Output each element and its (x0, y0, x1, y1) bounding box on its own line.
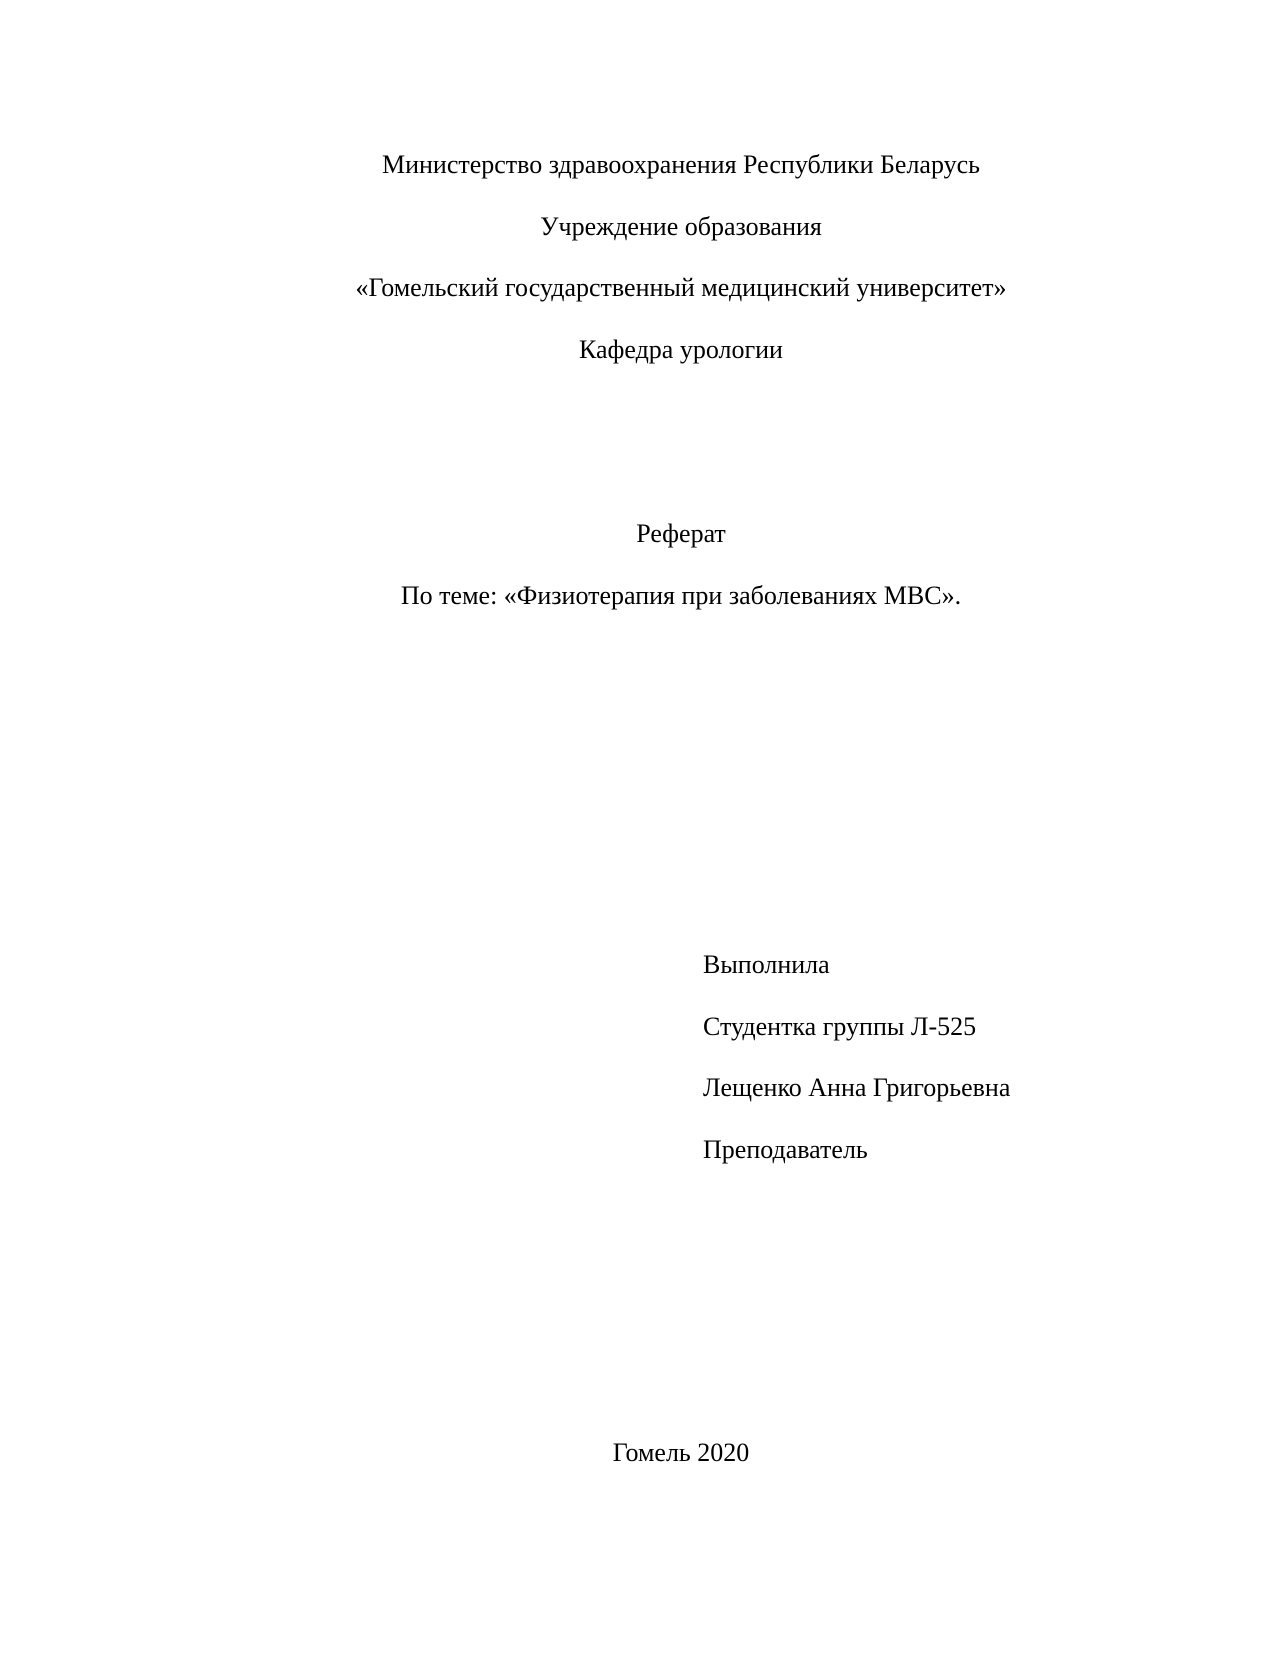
topic-line: По теме: «Физиотерапия при заболеваниях МВС». (400, 581, 962, 610)
institution-type-line: Учреждение образования (540, 212, 822, 241)
performed-by-label: Выполнила (703, 950, 830, 979)
university-line: «Гомельский государственный медицинский университет» (355, 273, 1007, 302)
document-type-title: Реферат (636, 519, 726, 548)
student-name-line: Лещенко Анна Григорьевна (703, 1073, 1011, 1102)
ministry-line: Министерство здравоохранения Республики Беларусь (381, 150, 981, 179)
teacher-label: Преподаватель (703, 1135, 868, 1164)
student-group-line: Студентка группы Л-525 (703, 1012, 977, 1041)
city-year-line: Гомель 2020 (612, 1438, 750, 1467)
department-line: Кафедра урологии (579, 335, 783, 364)
